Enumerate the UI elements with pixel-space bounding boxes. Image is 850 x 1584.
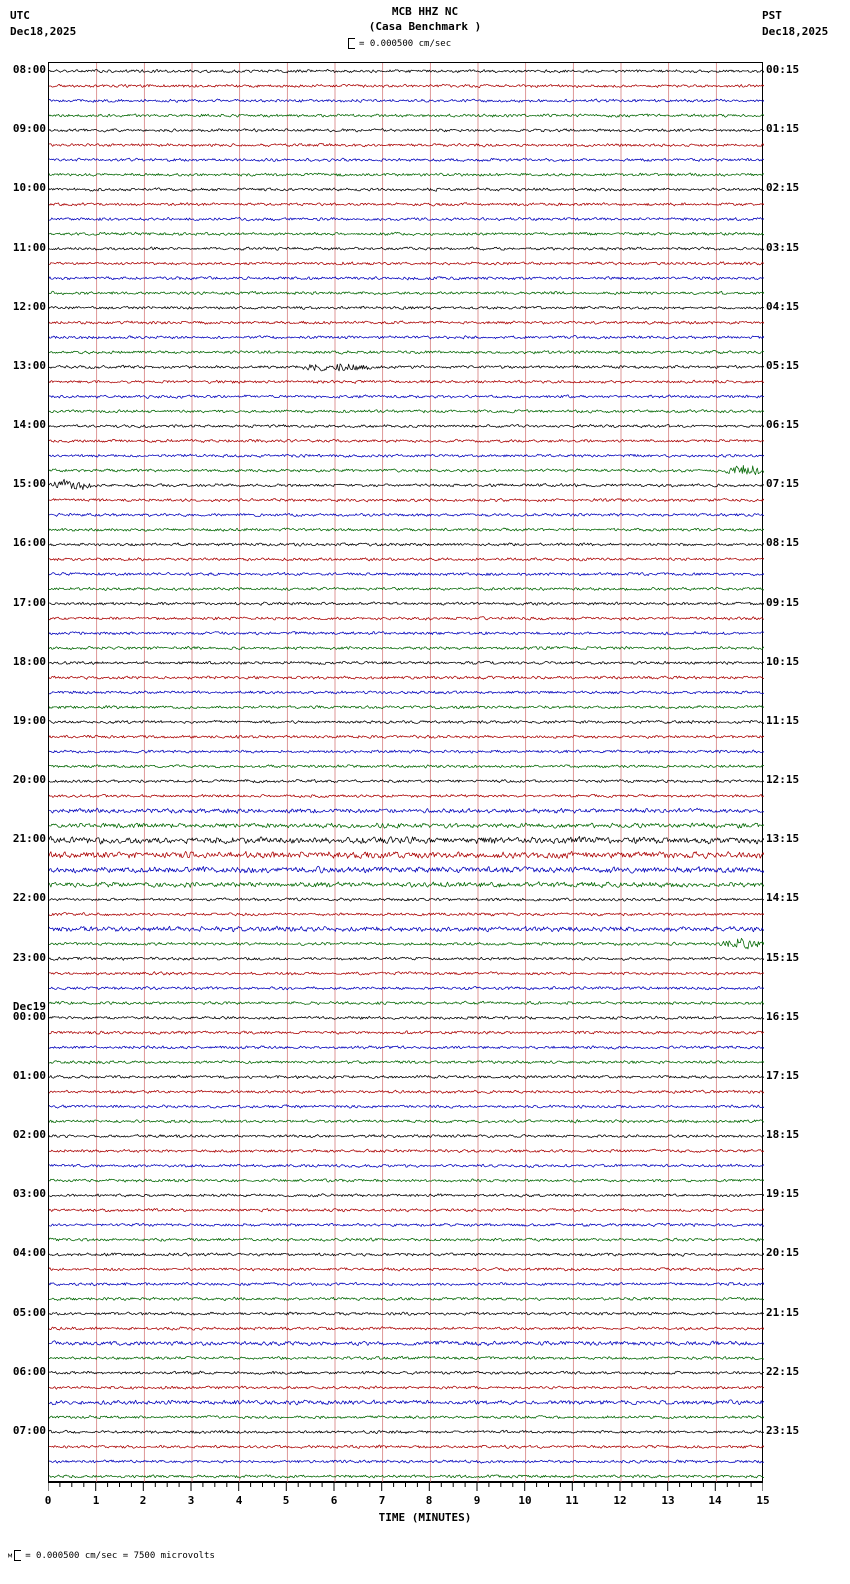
right-time-label: 23:15 — [766, 1424, 800, 1437]
header-right — [762, 8, 828, 40]
right-time-label: 16:15 — [766, 1010, 800, 1023]
x-tick-label: 11 — [565, 1494, 579, 1507]
page-subtitle: (Casa Benchmark ) — [368, 20, 482, 33]
left-time-label: 17:00 — [12, 596, 46, 609]
left-time-label: 12:00 — [12, 300, 46, 313]
seismogram-plot — [48, 62, 763, 1482]
x-tick-label: 14 — [708, 1494, 722, 1507]
left-time-label: 03:00 — [12, 1187, 46, 1200]
x-axis-title: TIME (MINUTES) — [378, 1511, 472, 1524]
right-time-label: 11:15 — [766, 714, 800, 727]
scale-bar-icon — [348, 38, 356, 49]
right-date-label: Dec18,2025 — [762, 25, 829, 38]
left-time-label: 06:00 — [12, 1365, 46, 1378]
x-tick-label: 6 — [330, 1494, 338, 1507]
footer-scale-label: = 0.000500 cm/sec = 7500 microvolts — [25, 1551, 215, 1561]
left-time-label: 23:00 — [12, 951, 46, 964]
right-time-label: 02:15 — [766, 181, 800, 194]
left-time-label: 01:00 — [12, 1069, 46, 1082]
page-title: MCB HHZ NC — [391, 5, 459, 18]
x-tick-label: 9 — [473, 1494, 481, 1507]
left-time-label: 13:00 — [12, 359, 46, 372]
right-time-label: 21:15 — [766, 1306, 800, 1319]
seismogram-traces — [49, 63, 764, 1483]
right-time-label: 09:15 — [766, 596, 800, 609]
right-time-label: 07:15 — [766, 477, 800, 490]
right-time-label: 01:15 — [766, 122, 800, 135]
scale-reference — [348, 38, 451, 49]
x-tick-label: 2 — [139, 1494, 147, 1507]
right-time-label: 17:15 — [766, 1069, 800, 1082]
header-center — [0, 4, 850, 34]
right-time-label: 12:15 — [766, 773, 800, 786]
left-time-label: 04:00 — [12, 1246, 46, 1259]
x-tick-label: 10 — [518, 1494, 532, 1507]
x-tick-label: 4 — [235, 1494, 243, 1507]
left-time-label: 11:00 — [12, 241, 46, 254]
left-time-label: 08:00 — [12, 63, 46, 76]
left-time-label: 20:00 — [12, 773, 46, 786]
right-time-label: 22:15 — [766, 1365, 800, 1378]
right-time-label: 04:15 — [766, 300, 800, 313]
right-timezone-label: PST — [762, 9, 782, 22]
left-time-label: 05:00 — [12, 1306, 46, 1319]
left-timezone-label: UTC — [10, 9, 30, 22]
right-time-label: 13:15 — [766, 832, 800, 845]
left-time-label: 15:00 — [12, 477, 46, 490]
x-tick-label: 7 — [378, 1494, 386, 1507]
left-time-label: 16:00 — [12, 536, 46, 549]
left-time-label: 07:00 — [12, 1424, 46, 1437]
left-time-label: 19:00 — [12, 714, 46, 727]
right-time-label: 03:15 — [766, 241, 800, 254]
right-time-label: 08:15 — [766, 536, 800, 549]
right-time-label: 18:15 — [766, 1128, 800, 1141]
footer-scale-bar-icon — [14, 1550, 22, 1561]
footer-prefix: м — [8, 1551, 13, 1560]
right-time-label: 06:15 — [766, 418, 800, 431]
left-time-label: 21:00 — [12, 832, 46, 845]
left-time-label: 09:00 — [12, 122, 46, 135]
x-tick-label: 15 — [756, 1494, 770, 1507]
footer-scale-note — [8, 1550, 215, 1561]
right-time-label: 10:15 — [766, 655, 800, 668]
right-time-label: 20:15 — [766, 1246, 800, 1259]
x-tick-label: 5 — [282, 1494, 290, 1507]
x-tick-label: 0 — [44, 1494, 52, 1507]
left-time-label: 14:00 — [12, 418, 46, 431]
x-tick-label: 3 — [187, 1494, 195, 1507]
scale-reference-label: = 0.000500 cm/sec — [359, 39, 452, 49]
left-date-change-label: Dec19 — [12, 1000, 46, 1013]
left-date-label: Dec18,2025 — [10, 25, 77, 38]
left-time-label: 10:00 — [12, 181, 46, 194]
left-time-label: 22:00 — [12, 891, 46, 904]
x-tick-label: 8 — [425, 1494, 433, 1507]
right-time-label: 19:15 — [766, 1187, 800, 1200]
x-tick-label: 13 — [661, 1494, 675, 1507]
right-time-label: 05:15 — [766, 359, 800, 372]
x-tick-label: 1 — [92, 1494, 100, 1507]
left-time-label: 18:00 — [12, 655, 46, 668]
right-time-label: 00:15 — [766, 63, 800, 76]
right-time-label: 14:15 — [766, 891, 800, 904]
right-time-label: 15:15 — [766, 951, 800, 964]
x-tick-label: 12 — [613, 1494, 627, 1507]
left-time-label: 02:00 — [12, 1128, 46, 1141]
left-time-label: 00:00 — [12, 1010, 46, 1023]
